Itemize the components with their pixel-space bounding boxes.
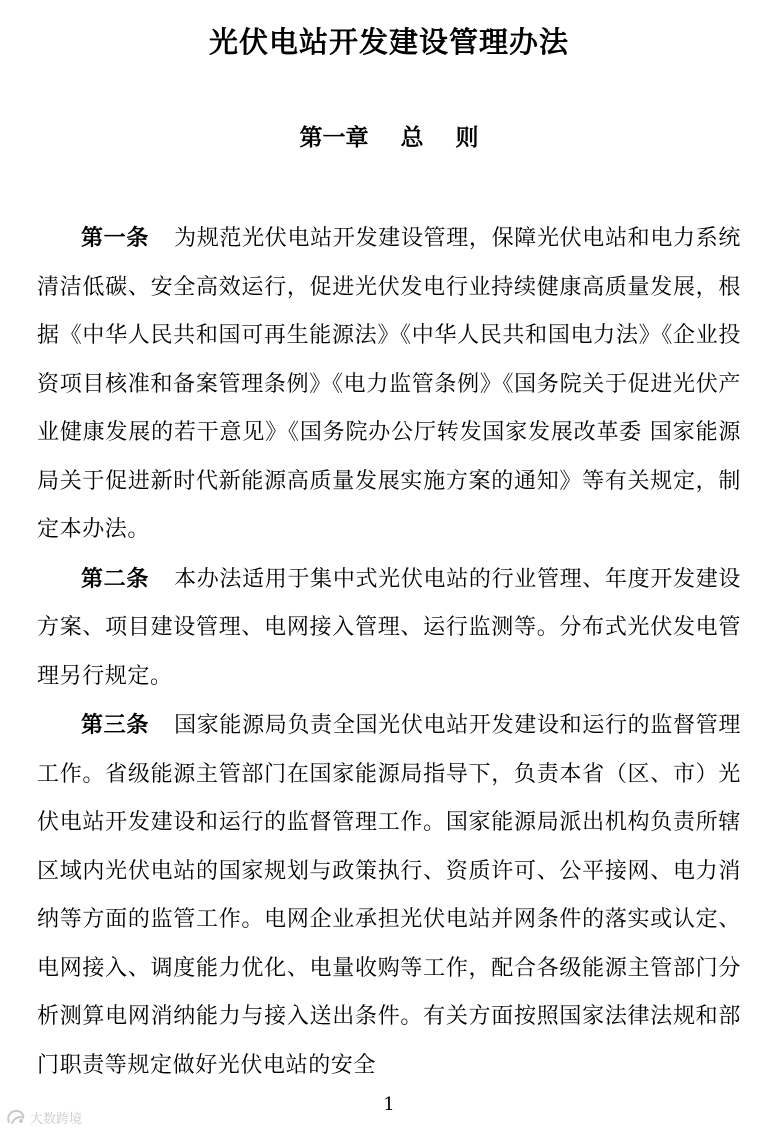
article-3 xyxy=(37,701,741,1090)
article-3-label: 第三条 xyxy=(81,712,175,738)
article-1-label: 第一条 xyxy=(81,225,175,251)
article-2-text: 本办法适用于集中式光伏电站的行业管理、年度开发建设方案、项目建设管理、电网接入管理、运行监测等。分布式光伏发电管理另行规定。 xyxy=(37,566,741,689)
watermark-text: 大数跨境 xyxy=(30,1111,83,1127)
document-title: 光伏电站开发建设管理办法 xyxy=(208,25,569,59)
document-body xyxy=(37,214,741,1090)
watermark xyxy=(6,1106,82,1128)
page-number: 1 xyxy=(383,1094,395,1115)
article-2-label: 第二条 xyxy=(81,565,175,592)
article-2 xyxy=(37,555,741,702)
watermark-logo-icon xyxy=(6,1108,26,1126)
article-1-text: 为规范光伏电站开发建设管理，保障光伏电站和电力系统清洁低碳、安全高效运行，促进光伏发电行业持续健康高质量发展，根据《中华人民共和国可再生能源法》《中华人民共和国电力法》《企业投资项目核准和备案管理条例》《电力监管条例》《国务院关于促进光伏产业健康发展的若干意见》《国务院办公厅转发国家发展改革委 国家能源局关于促进新时代新能源高质量发展实施方案的通知》等有关规定，制定本办法。 xyxy=(37,226,741,542)
article-3-text: 国家能源局负责全国光伏电站开发建设和运行的监督管理工作。省级能源主管部门在国家能源局指导下，负责本省（区、市）光伏电站开发建设和运行的监督管理工作。国家能源局派出机构负责所辖区域内光伏电站的国家规划与政策执行、资质许可、公平接网、电力消纳等方面的监管工作。电网企业承担光伏电站并网条件的落实或认定、电网接入、调度能力优化、电量收购等工作，配合各级能源主管部门分析测算电网消纳能力与接入送出条件。有关方面按照国家法律法规和部门职责等规定做好光伏电站的安全 xyxy=(37,713,741,1078)
article-1 xyxy=(37,214,741,555)
chapter-heading: 第一章 总 则 xyxy=(299,124,479,151)
